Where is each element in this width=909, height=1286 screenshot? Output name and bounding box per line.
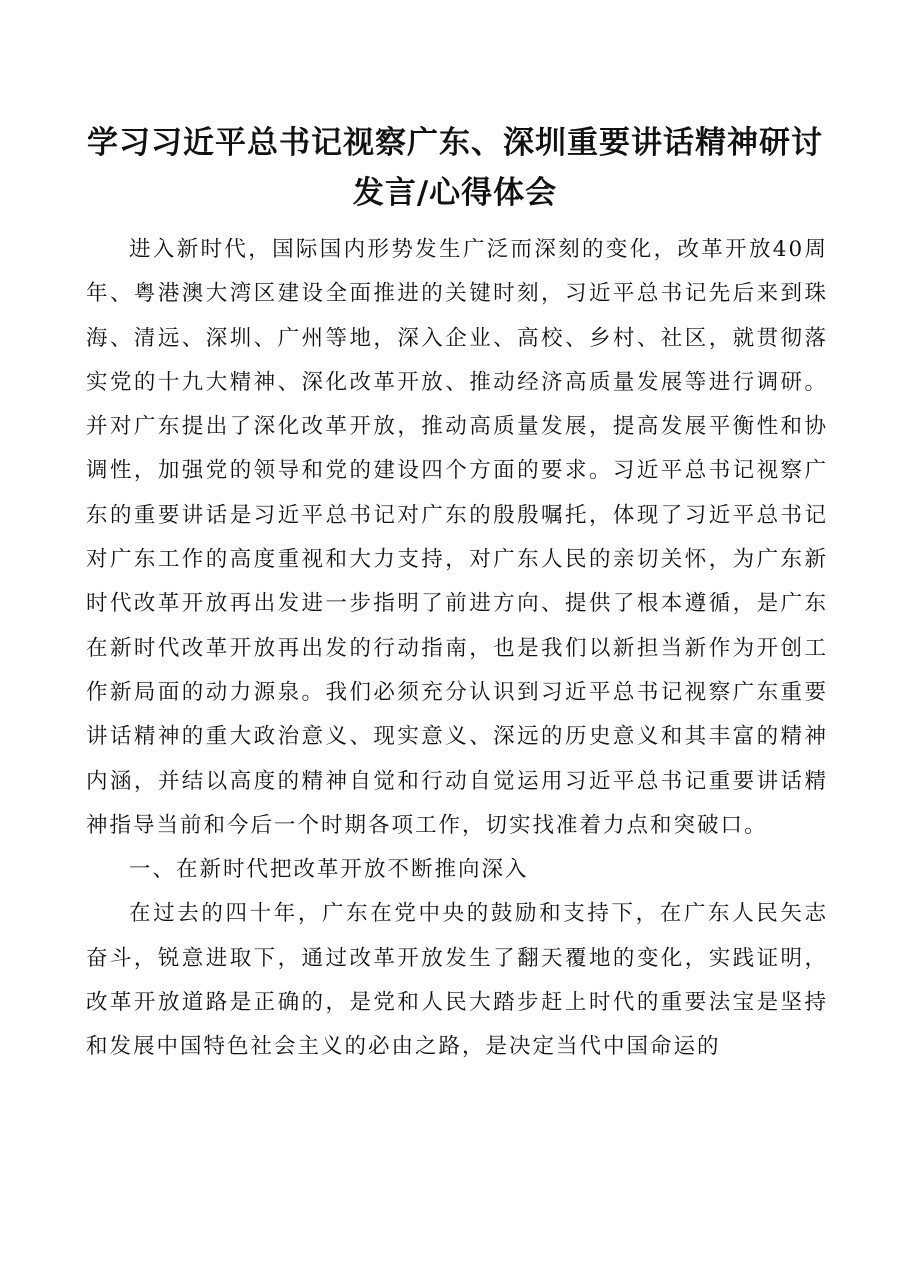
- section-heading-1: 一、在新时代把改革开放不断推向深入: [129, 857, 529, 883]
- section-1-paragraph: 在过去的四十年，广东在党中央的鼓励和支持下，在广东人民矢志奋斗，锐意进取下，通过改革开放发生了翻天覆地的变化，实践证明，改革开放道路是正确的，是党和人民大踏步赶上时代的重要法宝是坚持和发展中国特色社会主义的必由之路，是决定当代中国命运的: [86, 901, 828, 1060]
- document-title: 学习习近平总书记视察广东、深圳重要讲话精神研讨发言/心得体会: [87, 125, 823, 211]
- document-body: [86, 228, 828, 1070]
- intro-paragraph: 进入新时代，国际国内形势发生广泛而深刻的变化，改革开放40周年、粤港澳大湾区建设全面推进的关键时刻，习近平总书记先后来到珠海、清远、深圳、广州等地，深入企业、高校、乡村、社区，就贯彻落实党的十九大精神、深化改革开放、推动经济高质量发展等进行调研。并对广东提出了深化改革开放，推动高质量发展，提高发展平衡性和协调性，加强党的领导和党的建设四个方面的要求。习近平总书记视察广东的重要讲话是习近平总书记对广东的殷殷嘱托，体现了习近平总书记对广东工作的高度重视和大力支持，对广东人民的亲切关怀，为广东新时代改革开放再出发进一步指明了前进方向、提供了根本遵循，是广东在新时代改革开放再出发的行动指南，也是我们以新担当新作为开创工作新局面的动力源泉。我们必须充分认识到习近平总书记视察广东重要讲话精神的重大政治意义、现实意义、深远的历史意义和其丰富的精神内涵，并结以高度的精神自觉和行动自觉运用习近平总书记重要讲话精神指导当前和今后一个时期各项工作，切实找准着力点和突破口。: [86, 237, 828, 838]
